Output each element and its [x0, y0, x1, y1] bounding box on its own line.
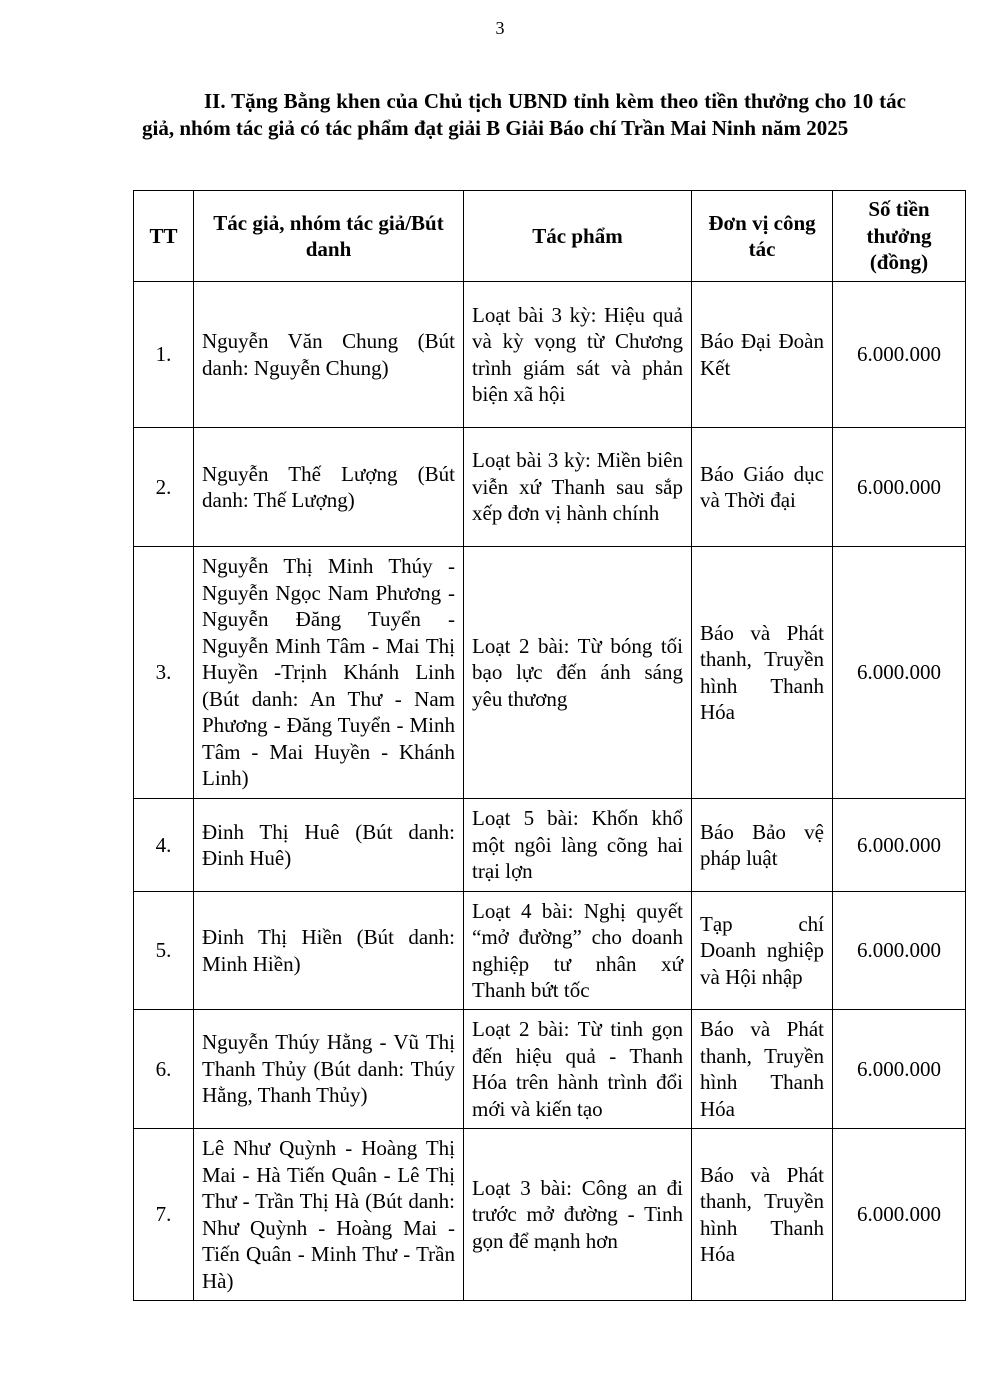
- table-header-row: [134, 191, 966, 282]
- table-row: [134, 1129, 966, 1301]
- cell-unit: Báo và Phát thanh, Truyền hình Thanh Hóa: [692, 1010, 833, 1129]
- header-author: Tác giả, nhóm tác giả/Bút danh: [194, 191, 464, 282]
- cell-author: Đinh Thị Huê (Bút danh: Đinh Huê): [194, 799, 464, 892]
- cell-amount: 6.000.000: [833, 892, 966, 1010]
- cell-tt: 4.: [134, 799, 194, 892]
- cell-amount: 6.000.000: [833, 428, 966, 547]
- page-number: 3: [495, 18, 505, 38]
- table-row: [134, 799, 966, 892]
- cell-unit: Báo và Phát thanh, Truyền hình Thanh Hóa: [692, 547, 833, 799]
- header-amount: Số tiền thưởng (đồng): [833, 191, 966, 282]
- section-heading: II. Tặng Bằng khen của Chủ tịch UBND tỉnh kèm theo tiền thưởng cho 10 tác giả, nhóm tác giả có tác phẩm đạt giải B Giải Báo chí Trần Mai Ninh năm 2025: [142, 89, 906, 140]
- cell-author: Nguyễn Văn Chung (Bút danh: Nguyễn Chung): [194, 282, 464, 428]
- cell-amount: 6.000.000: [833, 1129, 966, 1301]
- table-row: [134, 1010, 966, 1129]
- cell-work: Loạt 4 bài: Nghị quyết “mở đường” cho doanh nghiệp tư nhân xứ Thanh bứt tốc: [464, 892, 692, 1010]
- cell-work: Loạt 5 bài: Khốn khổ một ngôi làng cõng hai trại lợn: [464, 799, 692, 892]
- cell-author: Nguyễn Thúy Hằng - Vũ Thị Thanh Thủy (Bút danh: Thúy Hằng, Thanh Thủy): [194, 1010, 464, 1129]
- cell-amount: 6.000.000: [833, 282, 966, 428]
- table-row: [134, 892, 966, 1010]
- table-row: [134, 428, 966, 547]
- cell-amount: 6.000.000: [833, 547, 966, 799]
- header-unit: Đơn vị công tác: [692, 191, 833, 282]
- cell-unit: Báo Đại Đoàn Kết: [692, 282, 833, 428]
- cell-amount: 6.000.000: [833, 799, 966, 892]
- cell-tt: 2.: [134, 428, 194, 547]
- cell-tt: 3.: [134, 547, 194, 799]
- cell-work: Loạt 2 bài: Từ bóng tối bạo lực đến ánh sáng yêu thương: [464, 547, 692, 799]
- award-table: [133, 190, 966, 1301]
- cell-unit: Báo và Phát thanh, Truyền hình Thanh Hóa: [692, 1129, 833, 1301]
- cell-tt: 1.: [134, 282, 194, 428]
- table-row: [134, 547, 966, 799]
- cell-work: Loạt bài 3 kỳ: Hiệu quả và kỳ vọng từ Chương trình giám sát và phản biện xã hội: [464, 282, 692, 428]
- cell-tt: 7.: [134, 1129, 194, 1301]
- cell-author: Đinh Thị Hiền (Bút danh: Minh Hiền): [194, 892, 464, 1010]
- cell-unit: Báo Giáo dục và Thời đại: [692, 428, 833, 547]
- cell-work: Loạt bài 3 kỳ: Miền biên viễn xứ Thanh sau sắp xếp đơn vị hành chính: [464, 428, 692, 547]
- cell-author: Nguyễn Thị Minh Thúy - Nguyễn Ngọc Nam Phương - Nguyễn Đăng Tuyển - Nguyễn Minh Tâm - Mai Thị Huyền -Trịnh Khánh Linh (Bút danh: An Thư - Nam Phương - Đăng Tuyển - Minh Tâm - Mai Huyền - Khánh Linh): [194, 547, 464, 799]
- cell-author: Nguyễn Thế Lượng (Bút danh: Thế Lượng): [194, 428, 464, 547]
- header-tt: TT: [134, 191, 194, 282]
- header-work: Tác phẩm: [464, 191, 692, 282]
- cell-amount: 6.000.000: [833, 1010, 966, 1129]
- cell-tt: 6.: [134, 1010, 194, 1129]
- cell-unit: Tạp chí Doanh nghiệp và Hội nhập: [692, 892, 833, 1010]
- cell-author: Lê Như Quỳnh - Hoàng Thị Mai - Hà Tiến Quân - Lê Thị Thư - Trần Thị Hà (Bút danh: Như Quỳnh - Hoàng Mai - Tiến Quân - Minh Thư - Trần Hà): [194, 1129, 464, 1301]
- table-row: [134, 282, 966, 428]
- cell-work: Loạt 3 bài: Công an đi trước mở đường - Tinh gọn để mạnh hơn: [464, 1129, 692, 1301]
- cell-unit: Báo Bảo vệ pháp luật: [692, 799, 833, 892]
- cell-work: Loạt 2 bài: Từ tinh gọn đến hiệu quả - Thanh Hóa trên hành trình đổi mới và kiến tạo: [464, 1010, 692, 1129]
- cell-tt: 5.: [134, 892, 194, 1010]
